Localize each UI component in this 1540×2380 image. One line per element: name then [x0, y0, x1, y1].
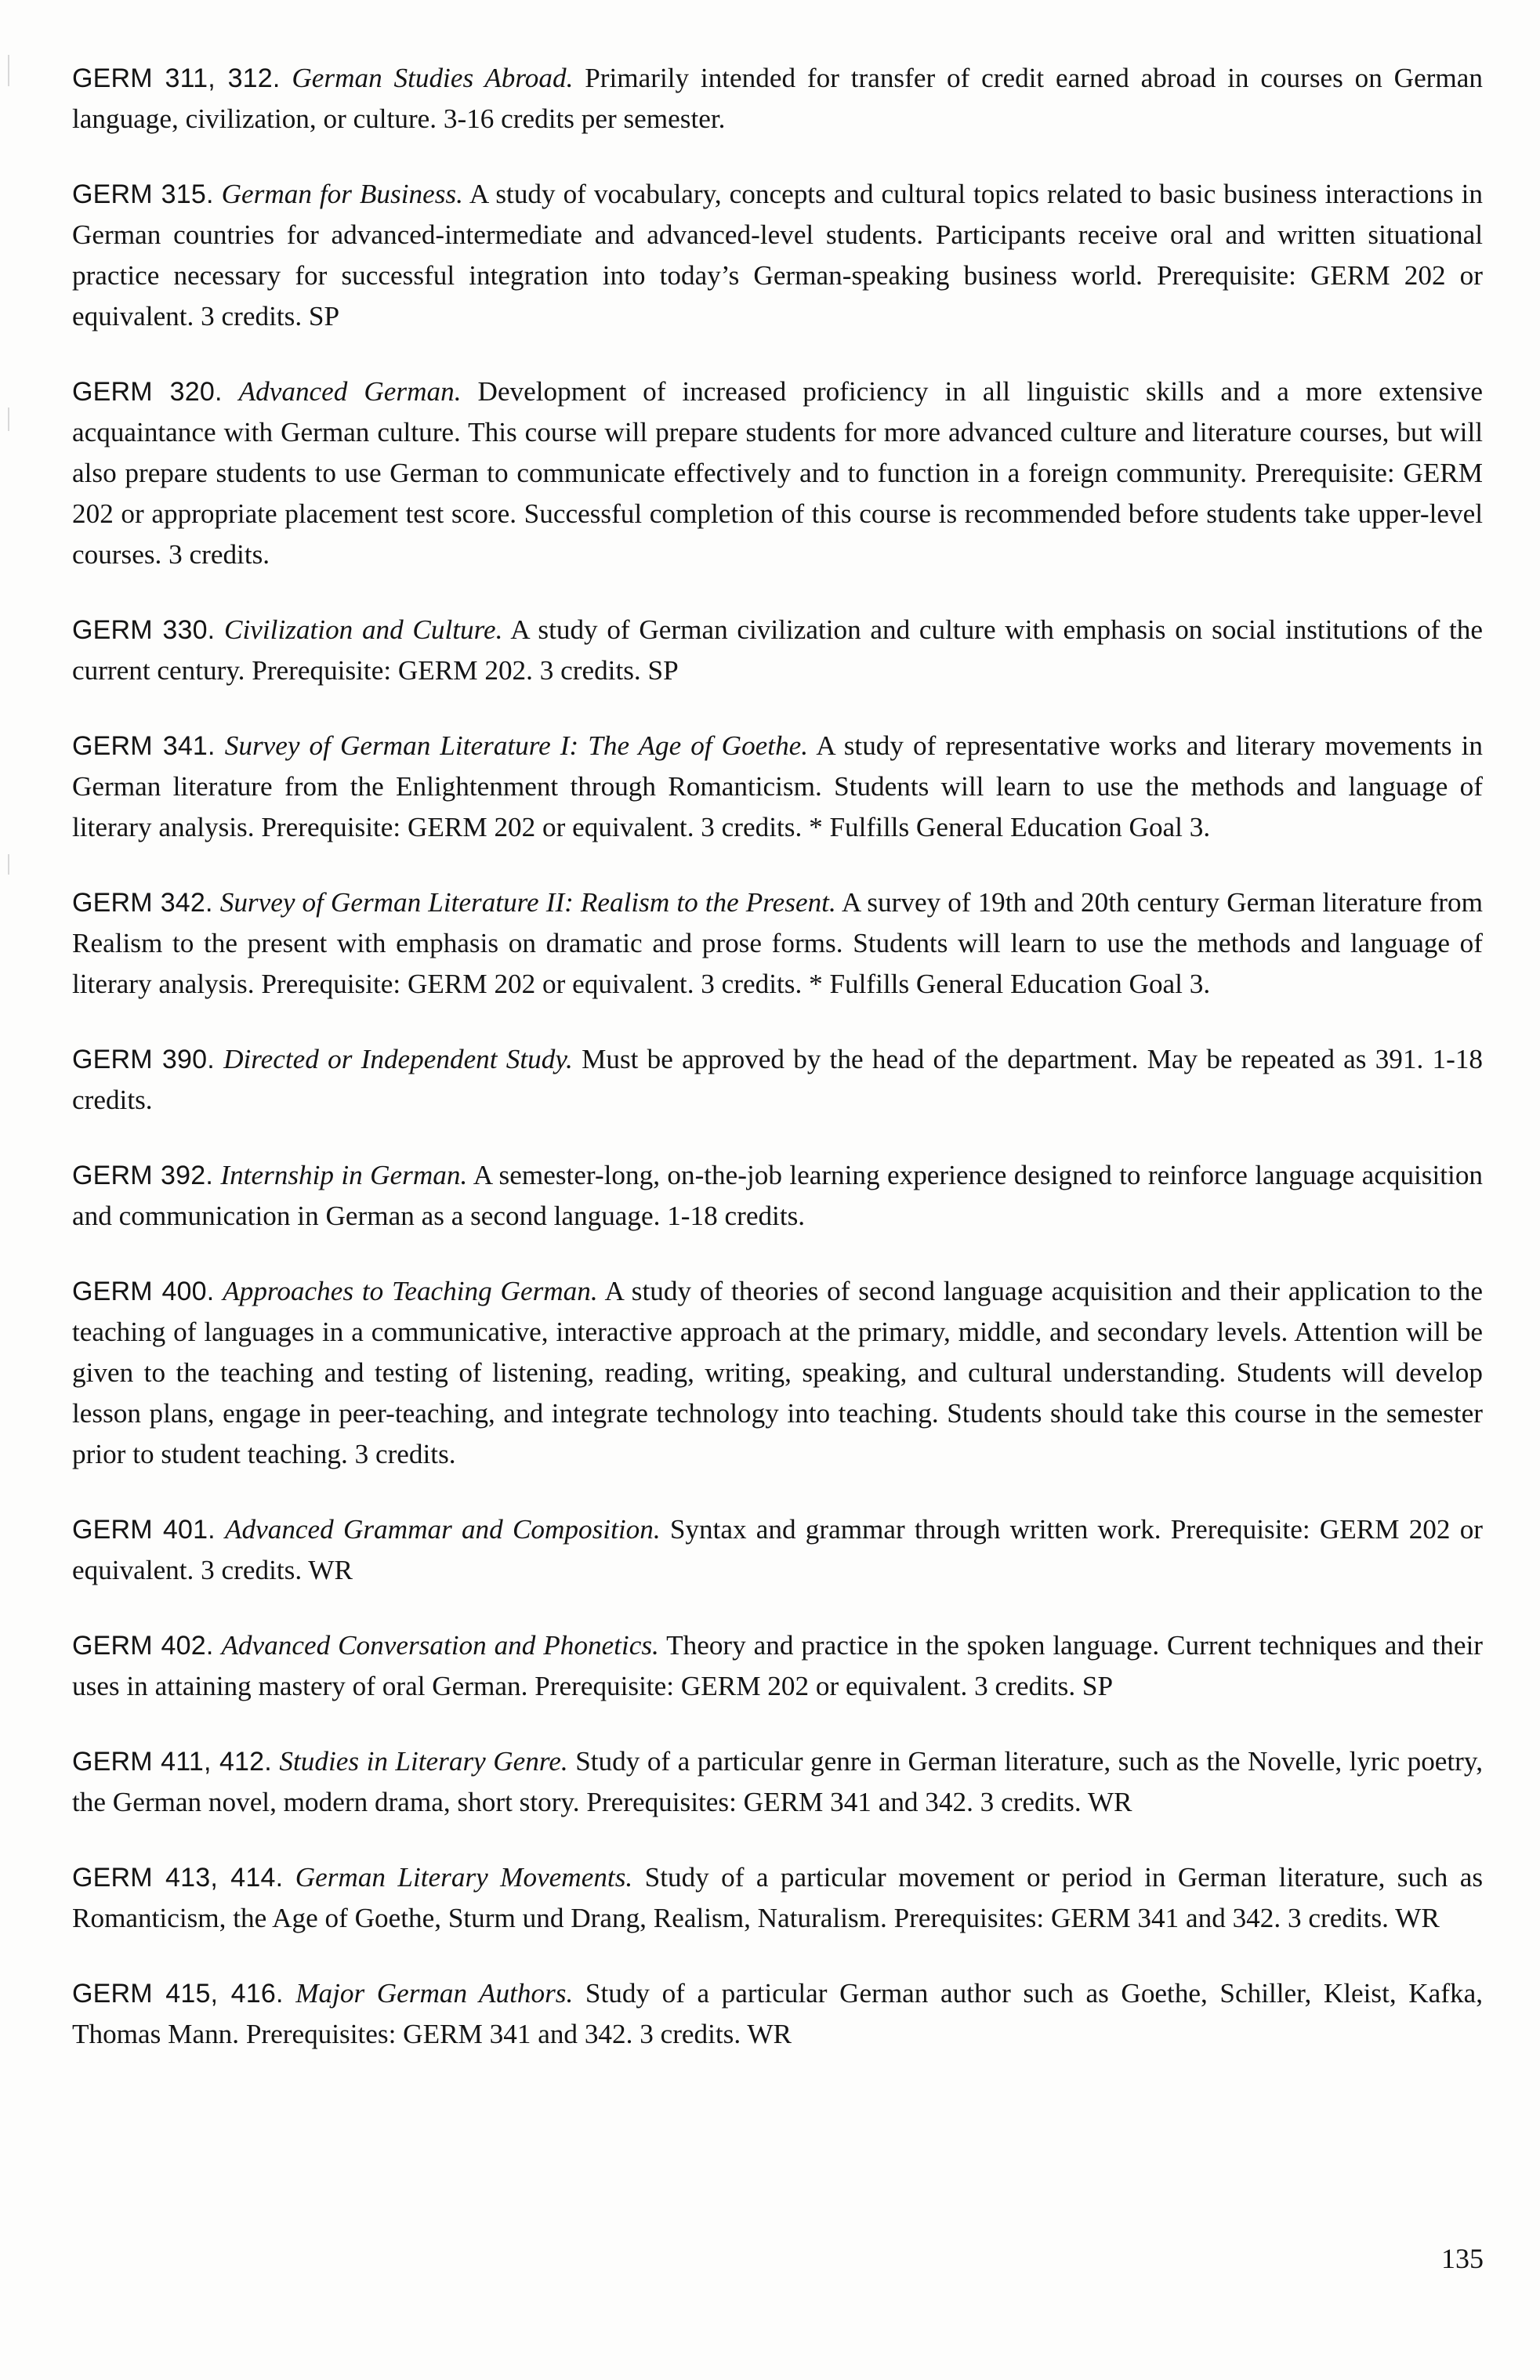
- course-description: A study of representative works and literary movements in German literature from the Enlightenment through Romanticism. Students will learn to use the methods and language of literary analysis. Prerequisite: GERM 202 or equivalent. 3 credits. * Fulfills General Education Goal 3.: [72, 730, 1484, 842]
- course-entry: [72, 1973, 1483, 2055]
- course-code: GERM 392.: [72, 1161, 213, 1190]
- course-code: GERM 411, 412.: [72, 1747, 272, 1777]
- course-entry: [72, 371, 1483, 575]
- course-entry: [72, 882, 1483, 1005]
- course-title: Directed or Independent Study.: [223, 1044, 573, 1074]
- course-code: GERM 341.: [72, 731, 216, 761]
- course-code: GERM 401.: [72, 1515, 216, 1545]
- course-description: Study of a particular German author such as Goethe, Schiller, Kleist, Kafka, Thomas Mann. Prerequisites: GERM 341 and 342. 3 credits. WR: [72, 1978, 1484, 2049]
- course-description: Must be approved by the head of the department. May be repeated as 391. 1-18 credits.: [72, 1044, 1484, 1115]
- course-title: Major German Authors.: [295, 1978, 574, 2009]
- course-list: [72, 58, 1483, 2089]
- course-code: GERM 315.: [72, 179, 214, 209]
- course-description: Syntax and grammar through written work. Prerequisite: GERM 202 or equivalent. 3 credits. WR: [72, 1514, 1484, 1585]
- course-code: GERM 311, 312.: [72, 63, 281, 93]
- course-entry: [72, 610, 1483, 691]
- course-description: A study of vocabulary, concepts and cultural topics related to basic business interactions in German countries for advanced-intermediate and advanced-level students. Participants receive oral and written situational practice necessary for successful integration into today’s German-speaking business world. Prerequisite: GERM 202 or equivalent. 3 credits. SP: [72, 179, 1484, 331]
- page-number: 135: [1441, 2243, 1484, 2274]
- course-description: A survey of 19th and 20th century German literature from Realism to the present with emphasis on dramatic and prose forms. Students will learn to use the methods and language of literary analysis. Prerequisite: GERM 202 or equivalent. 3 credits. * Fulfills General Education Goal 3.: [72, 887, 1483, 999]
- course-entry: [72, 1857, 1483, 1939]
- course-description: Study of a particular movement or period in German literature, such as Romanticism, the Age of Goethe, Sturm und Drang, Realism, Naturalism. Prerequisites: GERM 341 and 342. 3 credits. WR: [72, 1862, 1484, 1933]
- course-title: Survey of German Literature II: Realism to the Present.: [219, 887, 836, 918]
- scan-edge-mark: [8, 408, 9, 431]
- course-code: GERM 330.: [72, 615, 216, 645]
- course-description: A study of German civilization and culture with emphasis on social institutions of the current century. Prerequisite: GERM 202. 3 credits. SP: [72, 614, 1483, 686]
- course-entry: [72, 58, 1483, 139]
- course-title: German for Business.: [221, 179, 463, 209]
- course-entry: [72, 1625, 1483, 1707]
- course-code: GERM 415, 416.: [72, 1979, 284, 2009]
- course-code: GERM 413, 414.: [72, 1863, 284, 1893]
- course-title: Approaches to Teaching German.: [223, 1276, 598, 1306]
- course-entry: [72, 1271, 1483, 1475]
- course-code: GERM 390.: [72, 1045, 215, 1074]
- course-description: A study of theories of second language acquisition and their application to the teaching of languages in a communicative, interactive approach at the primary, middle, and secondary levels. Attention will be given to the teaching and testing of listening, reading, writing, speaking, and cultural understanding. Students will develop lesson plans, engage in peer-teaching, and integrate technology into teaching. Students should take this course in the semester prior to student teaching. 3 credits.: [72, 1276, 1484, 1469]
- course-entry: [72, 1039, 1483, 1121]
- course-entry: [72, 1509, 1483, 1591]
- course-title: Studies in Literary Genre.: [279, 1746, 568, 1777]
- course-description: Primarily intended for transfer of credit earned abroad in courses on German language, civilization, or culture. 3-16 credits per semester.: [72, 63, 1483, 134]
- course-title: Advanced Conversation and Phonetics.: [221, 1630, 659, 1661]
- course-code: GERM 320.: [72, 377, 223, 407]
- course-title: Advanced Grammar and Composition.: [225, 1514, 661, 1545]
- course-code: GERM 400.: [72, 1277, 215, 1306]
- course-entry: [72, 726, 1483, 848]
- course-description: Development of increased proficiency in all linguistic skills and a more extensive acquaintance with German culture. This course will prepare students for more advanced culture and literature courses, but will also prepare students to use German to communicate effectively and to function in a foreign community. Prerequisite: GERM 202 or appropriate placement test score. Successful completion of this course is recommended before students take upper-level courses. 3 credits.: [72, 376, 1484, 570]
- course-title: German Studies Abroad.: [292, 63, 574, 93]
- course-title: Internship in German.: [220, 1160, 468, 1190]
- course-entry: [72, 1155, 1483, 1237]
- scan-edge-mark: [8, 55, 9, 86]
- course-code: GERM 402.: [72, 1631, 214, 1661]
- course-description: A semester-long, on-the-job learning experience designed to reinforce language acquisition and communication in German as a second language. 1-18 credits.: [72, 1160, 1484, 1231]
- course-entry: [72, 174, 1483, 337]
- course-description: Theory and practice in the spoken language. Current techniques and their uses in attaining mastery of oral German. Prerequisite: GERM 202 or equivalent. 3 credits. SP: [72, 1630, 1483, 1701]
- course-title: Advanced German.: [238, 376, 462, 407]
- course-title: Survey of German Literature I: The Age of Goethe.: [224, 730, 809, 761]
- course-description: Study of a particular genre in German literature, such as the Novelle, lyric poetry, the German novel, modern drama, short story. Prerequisites: GERM 341 and 342. 3 credits. WR: [72, 1746, 1484, 1817]
- course-title: Civilization and Culture.: [224, 614, 503, 645]
- scan-edge-mark: [8, 854, 9, 875]
- course-entry: [72, 1741, 1483, 1823]
- course-code: GERM 342.: [72, 888, 213, 918]
- course-title: German Literary Movements.: [295, 1862, 633, 1893]
